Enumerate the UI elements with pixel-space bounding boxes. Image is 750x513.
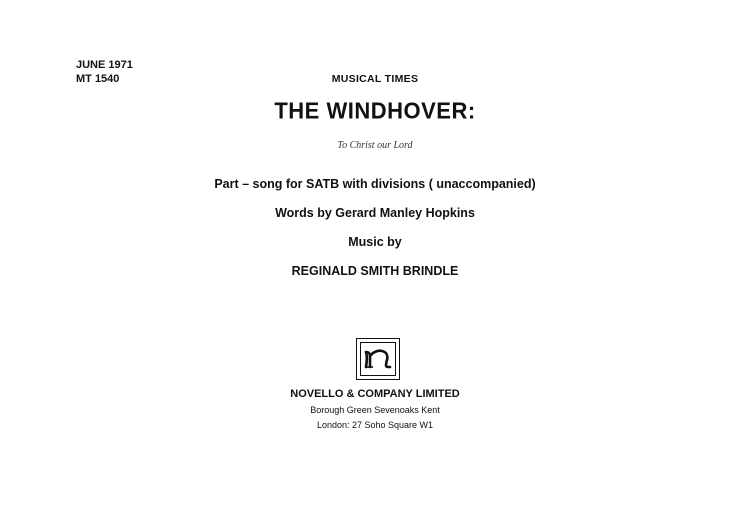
novello-n-logo-icon bbox=[356, 338, 400, 380]
words-credit: Words by Gerard Manley Hopkins bbox=[275, 206, 475, 220]
publisher-address-line1: Borough Green Sevenoaks Kent bbox=[310, 405, 440, 415]
publisher-address-line2: London: 27 Soho Square W1 bbox=[316, 420, 434, 430]
publisher-name: NOVELLO & COMPANY LIMITED bbox=[290, 388, 460, 400]
page-title: THE WINDHOVER: bbox=[274, 97, 476, 124]
dedication: To Christ our Lord bbox=[337, 140, 413, 151]
issue-date: JUNE 1971 bbox=[76, 59, 133, 71]
music-by-label: Music by bbox=[348, 235, 402, 249]
composer-name: REGINALD SMITH BRINDLE bbox=[291, 264, 459, 278]
subtitle: Part – song for SATB with divisions ( unaccompanied) bbox=[214, 177, 536, 191]
masthead: MUSICAL TIMES bbox=[331, 73, 419, 85]
issue-number: MT 1540 bbox=[76, 73, 120, 85]
